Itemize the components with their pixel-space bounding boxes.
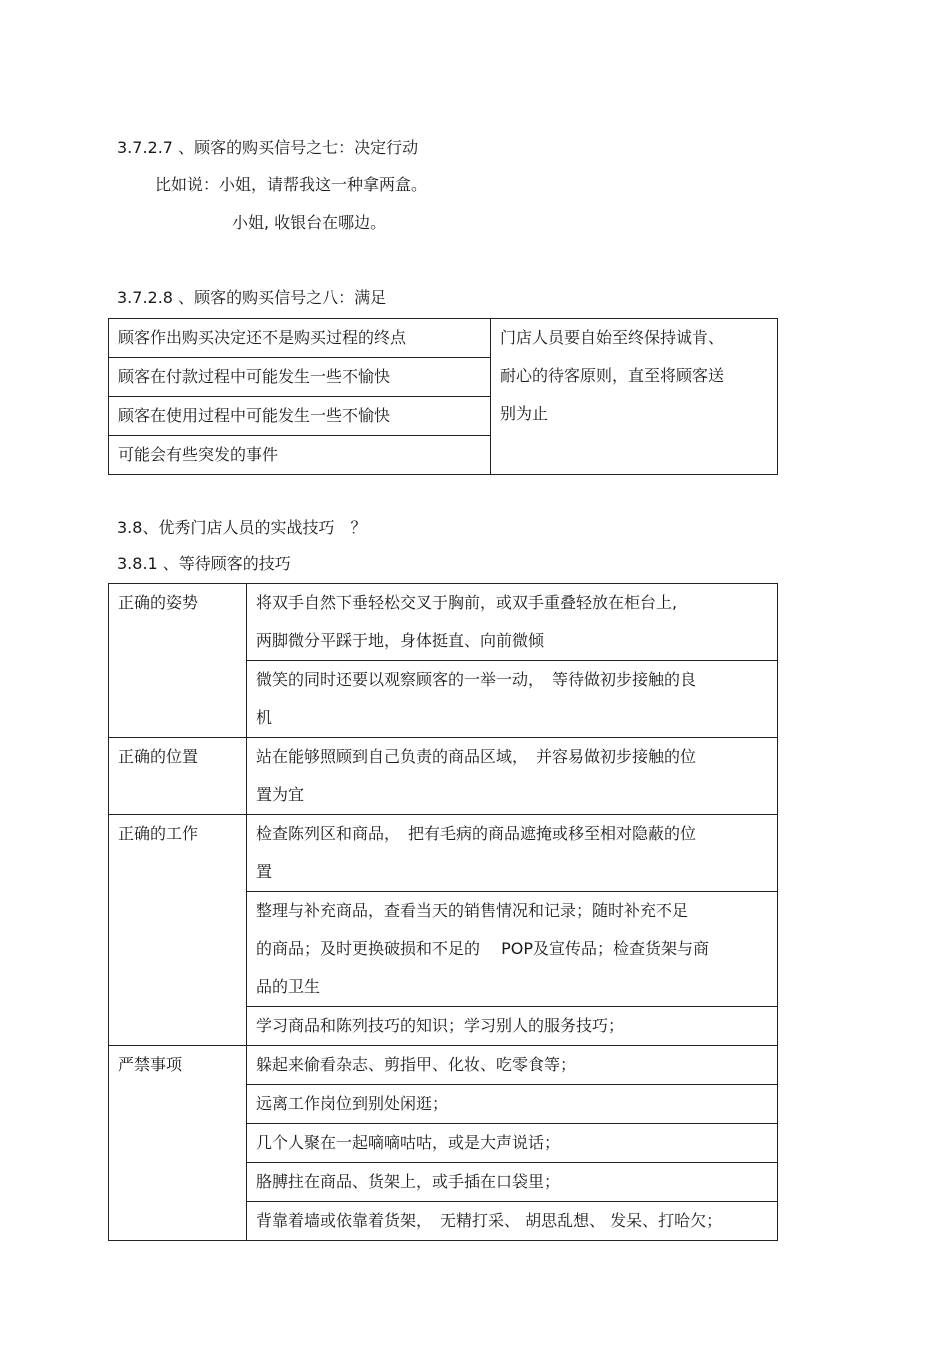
subheading-381: 3.8.1 、等待顾客的技巧 [117, 554, 291, 573]
work-item-3: 学习商品和陈列技巧的知识；学习别人的服务技巧； [247, 1007, 778, 1046]
prohibited-item-5: 背靠着墙或依靠着货架， 无精打采、 胡思乱想、 发呆、打哈欠； [247, 1202, 778, 1241]
prohibited-item-3: 几个人聚在一起嘀嘀咕咕，或是大声说话； [247, 1124, 778, 1163]
prohibited-item-1: 躲起来偷看杂志、剪指甲、化妆、吃零食等； [247, 1046, 778, 1085]
waiting-skills-table [108, 583, 778, 1241]
prohibited-item-2: 远离工作岗位到别处闲逛； [247, 1085, 778, 1124]
example-line-2: 小姐, 收银台在哪边。 [232, 213, 387, 232]
heading-38: 3.8、优秀门店人员的实战技巧 ？ [117, 518, 367, 537]
heading-3727: 3.7.2.7 、顾客的购买信号之七：决定行动 [117, 138, 419, 157]
position-item-1: 站在能够照顾到自己负责的商品区域， 并容易做初步接触的位 置为宜 [247, 738, 778, 815]
satisfaction-row-4: 可能会有些突发的事件 [109, 436, 491, 475]
example-line-1: 比如说：小姐，请帮我这一种拿两盒。 [155, 175, 428, 194]
posture-item-1: 将双手自然下垂轻松交叉于胸前，或双手重叠轻放在柜台上, 两脚微分平踩于地，身体挺直、向前微倾 [247, 584, 778, 661]
satisfaction-row-3: 顾客在使用过程中可能发生一些不愉快 [109, 397, 491, 436]
work-item-2: 整理与补充商品，查看当天的销售情况和记录；随时补充不足 的商品；及时更换破损和不足的 POP及宣传品；检查货架与商 品的卫生 [247, 892, 778, 1007]
heading-3728: 3.7.2.8 、顾客的购买信号之八：满足 [117, 288, 387, 307]
prohibited-label: 严禁事项 [109, 1046, 247, 1241]
posture-item-2: 微笑的同时还要以观察顾客的一举一动， 等待做初步接触的良 机 [247, 661, 778, 738]
satisfaction-table [108, 318, 778, 475]
work-label: 正确的工作 [109, 815, 247, 1046]
satisfaction-row-2: 顾客在付款过程中可能发生一些不愉快 [109, 358, 491, 397]
satisfaction-row-1: 顾客作出购买决定还不是购买过程的终点 [109, 319, 491, 358]
work-item-1: 检查陈列区和商品， 把有毛病的商品遮掩或移至相对隐蔽的位 置 [247, 815, 778, 892]
posture-label: 正确的姿势 [109, 584, 247, 738]
position-label: 正确的位置 [109, 738, 247, 815]
satisfaction-note: 门店人员要自始至终保持诚肯、 耐心的待客原则，直至将顾客送 别为止 [491, 319, 778, 475]
prohibited-item-4: 胳膊拄在商品、货架上，或手插在口袋里； [247, 1163, 778, 1202]
